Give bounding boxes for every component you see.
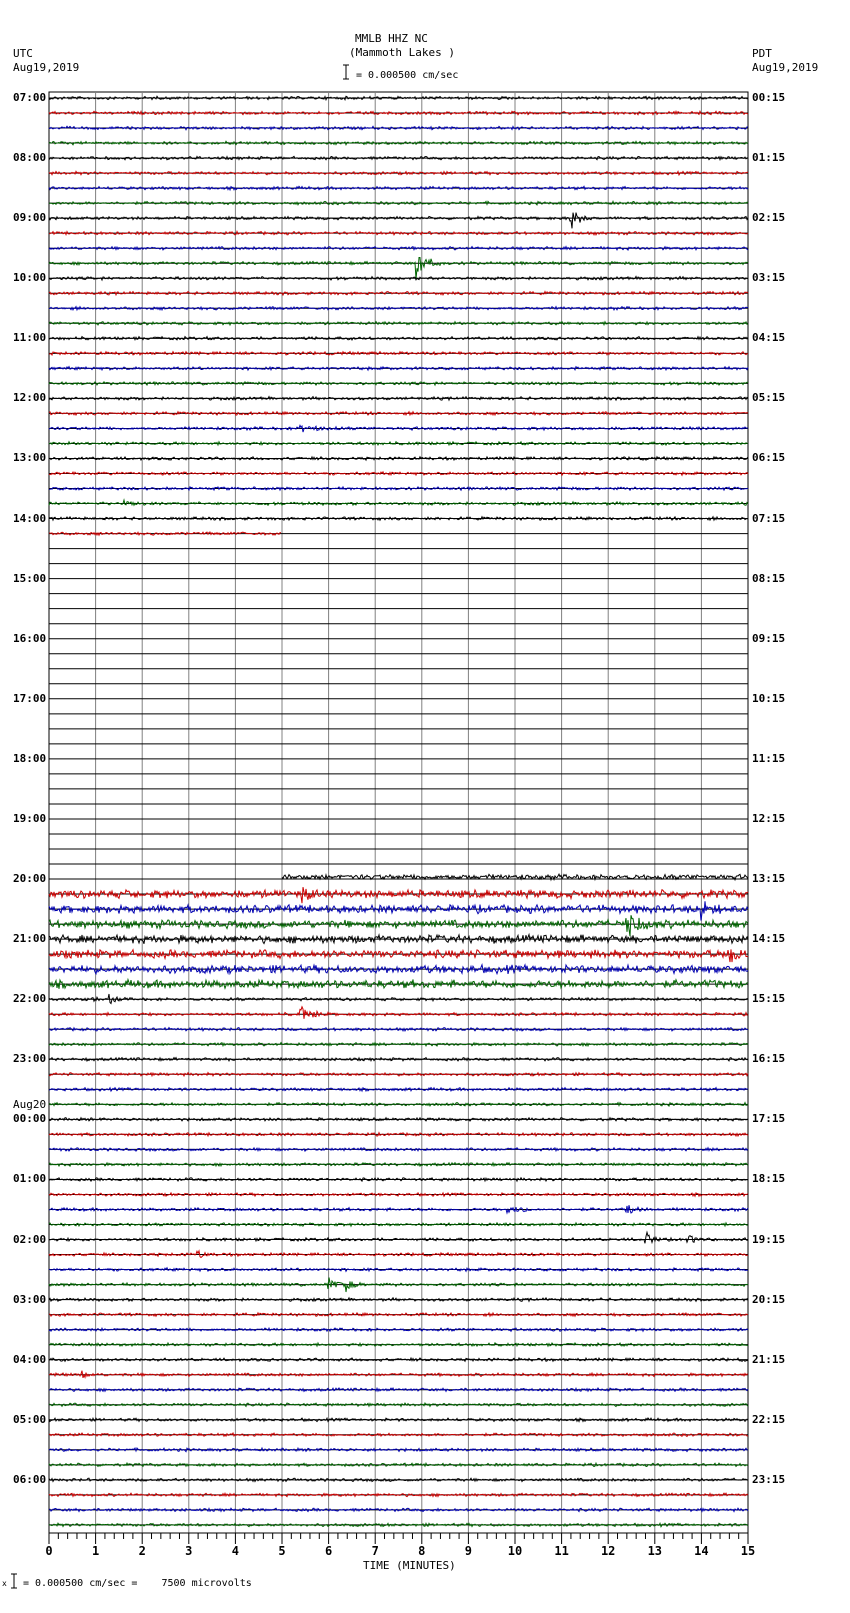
utc-hour-label: 05:00 [13,1412,47,1426]
x-tick-label: 5 [278,1544,286,1558]
pdt-hour-label: 09:15 [752,631,786,645]
pdt-hour-label: 19:15 [752,1232,786,1246]
x-tick-label: 15 [740,1544,756,1558]
station-location: (Mammoth Lakes ) [349,46,455,59]
pdt-hour-label: 16:15 [752,1052,786,1066]
pdt-hour-label: 15:15 [752,992,786,1006]
right-timezone: PDT [752,47,772,60]
pdt-hour-label: 04:15 [752,331,786,345]
x-tick-label: 7 [371,1544,379,1558]
pdt-hour-label: 21:15 [752,1352,786,1366]
x-tick-label: 1 [91,1544,100,1558]
pdt-hour-label: 20:15 [752,1292,786,1306]
utc-hour-label: 17:00 [13,691,47,705]
utc-hour-label: 14:00 [13,511,47,525]
pdt-hour-label: 03:15 [752,271,786,285]
pdt-hour-label: 10:15 [752,691,786,705]
utc-hour-label: 10:00 [13,271,47,285]
x-tick-label: 10 [507,1544,523,1558]
pdt-hour-label: 08:15 [752,571,786,585]
utc-hour-label: 13:00 [13,451,47,465]
pdt-hour-label: 23:15 [752,1472,786,1486]
pdt-hour-label: 17:15 [752,1112,786,1126]
scale-label: = 0.000500 cm/sec [356,70,459,81]
footer-scale-note: = 0.000500 cm/sec = 7500 microvolts [23,1578,252,1589]
x-tick-label: 12 [600,1544,616,1558]
footer-scale-bar-icon [11,1573,17,1589]
pdt-hour-label: 06:15 [752,451,786,465]
x-tick-label: 14 [694,1544,709,1558]
left-timezone: UTC [13,47,33,60]
utc-hour-label: 11:00 [13,331,47,345]
utc-hour-label: 22:00 [13,992,47,1006]
utc-hour-label: 21:00 [13,932,47,946]
utc-hour-label: 07:00 [13,91,47,104]
utc-hour-label: 18:00 [13,751,47,765]
x-tick-label: 11 [554,1544,569,1558]
utc-hour-label: 04:00 [13,1352,47,1366]
pdt-hour-label: 14:15 [752,932,786,946]
x-tick-label: 3 [185,1544,193,1558]
pdt-hour-label: 01:15 [752,151,786,165]
pdt-hour-label: 18:15 [752,1172,786,1186]
pdt-hour-label: 12:15 [752,811,786,825]
pdt-hour-label: 07:15 [752,511,786,525]
utc-hour-label: 19:00 [13,811,47,825]
x-tick-label: 2 [138,1544,146,1558]
x-tick-label: 9 [464,1544,472,1558]
pdt-hour-label: 00:15 [752,91,786,104]
left-date: Aug19,2019 [13,61,80,74]
utc-hour-label: 06:00 [13,1472,47,1486]
x-tick-label: 13 [647,1544,663,1558]
utc-hour-label: 23:00 [13,1052,47,1066]
pdt-hour-label: 22:15 [752,1412,786,1426]
right-date: Aug19,2019 [752,61,819,74]
utc-hour-label: 09:00 [13,211,47,225]
pdt-hour-label: 02:15 [752,211,786,225]
station-title: MMLB HHZ NC [355,32,428,45]
pdt-hour-label: 13:15 [752,872,786,886]
x-tick-label: 6 [324,1544,333,1558]
utc-hour-label: 20:00 [13,872,47,886]
utc-date-label: Aug20 [13,1098,47,1112]
x-tick-label: 0 [45,1544,53,1558]
utc-hour-label: 16:00 [13,631,47,645]
utc-hour-label: 12:00 [13,391,47,405]
utc-hour-label: 15:00 [13,571,47,585]
scale-bar-icon [343,64,349,80]
utc-hour-label: 02:00 [13,1232,47,1246]
utc-hour-label: 00:00 [13,1112,47,1126]
utc-hour-label: 08:00 [13,151,47,165]
pdt-hour-label: 11:15 [752,751,786,765]
footer-scale-prefix: x [2,1579,7,1588]
pdt-hour-label: 05:15 [752,391,786,405]
x-tick-label: 4 [231,1544,239,1558]
utc-hour-label: 03:00 [13,1292,47,1306]
utc-hour-label: 01:00 [13,1172,47,1186]
x-axis-title: TIME (MINUTES) [363,1559,456,1572]
x-tick-label: 8 [418,1544,426,1558]
